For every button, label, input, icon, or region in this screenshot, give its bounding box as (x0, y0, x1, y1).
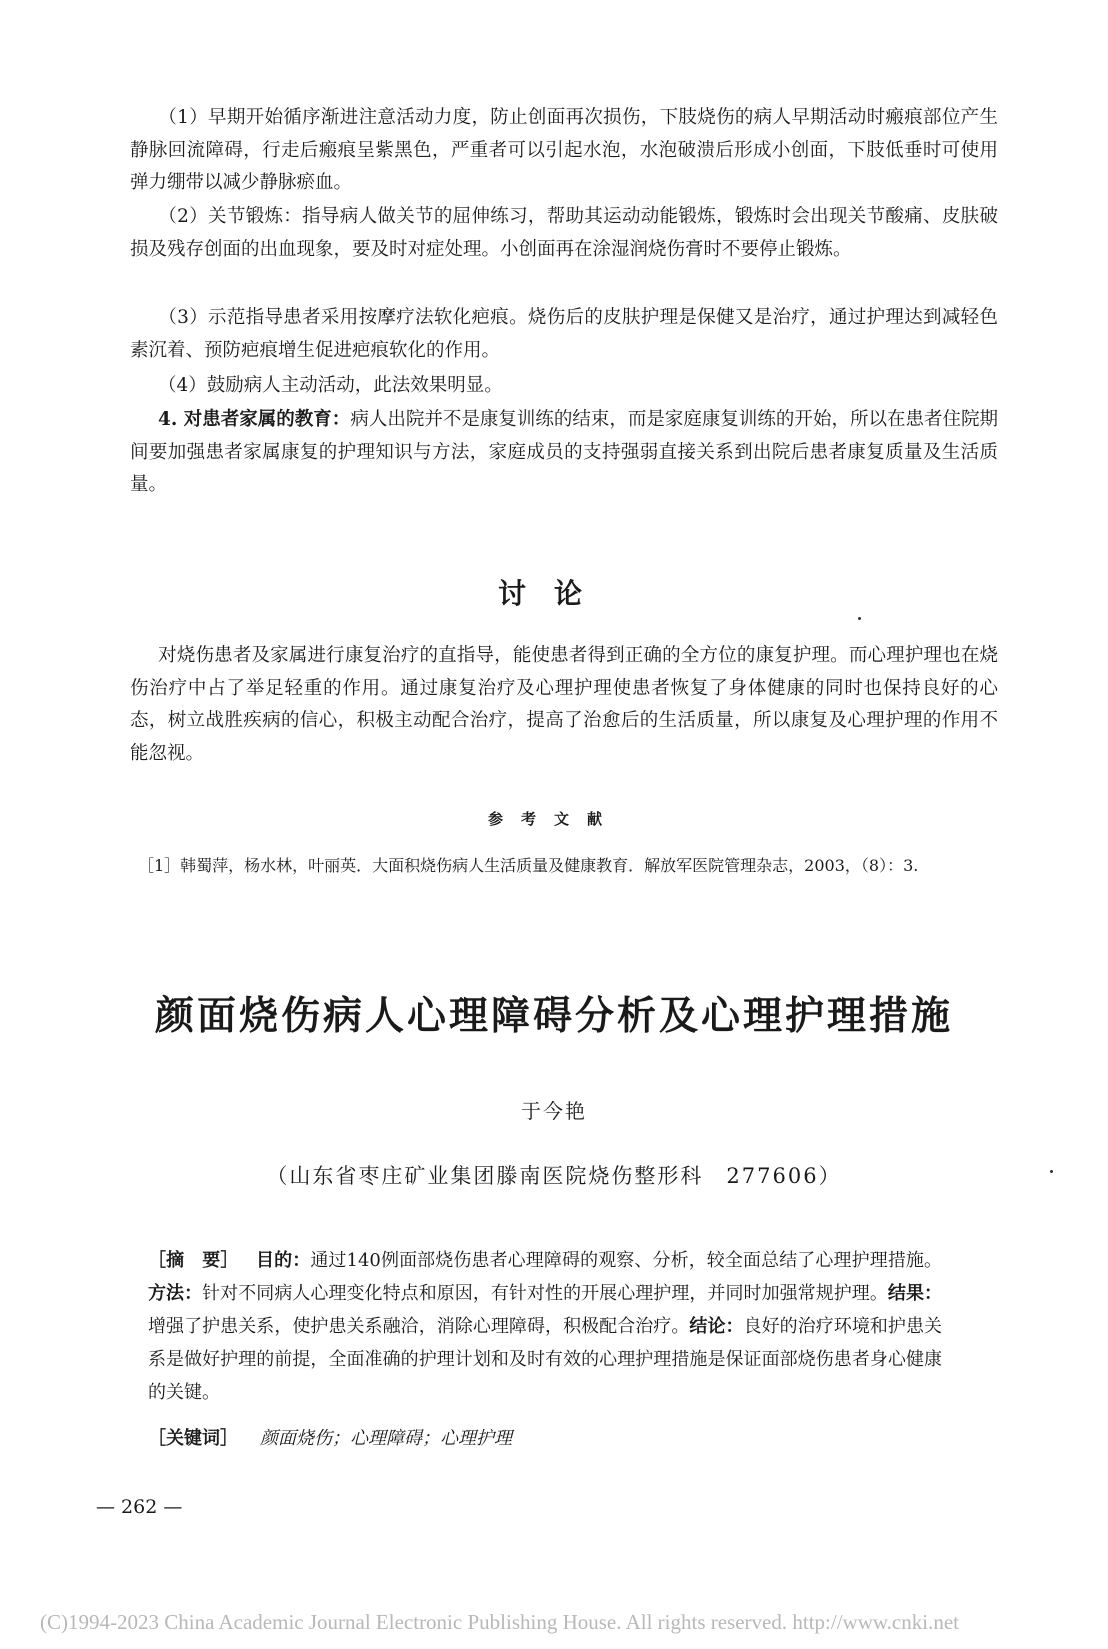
abstract-method-label: 方法： (148, 1283, 203, 1304)
paragraph-1-text: （1）早期开始循序渐进注意活动力度，防止创面再次损伤，下肢烧伤的病人早期活动时瘢痕部位产生静脉回流障碍，行走后瘢痕呈紫黑色，严重者可以引起水泡，水泡破溃后形成小创面，下肢低垂时可使用弹力绷带以减少静脉瘀血。 (130, 107, 998, 193)
keywords-text: 颜面烧伤；心理障碍；心理护理 (260, 1428, 512, 1449)
paragraph-2-text: （2）关节锻炼：指导病人做关节的屈伸练习，帮助其运动动能锻炼，锻炼时会出现关节酸痛、皮肤破损及残存创面的出血现象，要及时对症处理。小创面再在涂湿润烧伤膏时不要停止锻炼。 (130, 206, 998, 260)
discussion-heading: 讨论 (497, 577, 610, 610)
abstract-method: 针对不同病人心理变化特点和原因，有针对性的开展心理护理，并同时加强常规护理。 (202, 1283, 888, 1304)
abstract-conclusion: 良好的治疗环境和护患关系是做好护理的前提，全面准确的护理计划和及时有效的心理护理措施是保证面部烧伤患者身心健康的关键。 (148, 1316, 943, 1403)
paragraph-3-text: （3）示范指导患者采用按摩疗法软化疤痕。烧伤后的皮肤护理是保健又是治疗，通过护理达到减轻色素沉着、预防疤痕增生促进疤痕软化的作用。 (130, 307, 998, 361)
page-number: — 262 — (96, 1496, 183, 1518)
paragraph-3 (130, 302, 998, 367)
article-author: 于今艳 (521, 1099, 587, 1123)
abstract-result: 增强了护患关系，使护患关系融洽，消除心理障碍，积极配合治疗。 (148, 1316, 690, 1337)
scan-speck (858, 617, 861, 620)
article-title: 颜面烧伤病人心理障碍分析及心理护理措施 (154, 994, 953, 1039)
paragraph-5-lead: 4. 对患者家属的教育： (158, 409, 351, 430)
abstract-conclusion-label: 结论： (689, 1316, 744, 1337)
copyright-footer: (C)1994-2023 China Academic Journal Electronic Publishing House. All rights reserved. http://www.cnki.net (40, 1610, 959, 1634)
paragraph-5-text: 病人出院并不是康复训练的结束，而是家庭康复训练的开始，所以在患者住院期间要加强患者家属康复的护理知识与方法，家庭成员的支持强弱直接关系到出院后患者康复质量及生活质量。 (130, 409, 998, 495)
scan-speck (1050, 1170, 1053, 1173)
abstract-tag: ［摘 要］ (148, 1250, 239, 1271)
reference-item: ［1］韩蜀萍，杨水林，叶丽英．大面积烧伤病人生活质量及健康教育．解放军医院管理杂志，2003，（8）：3. (138, 856, 919, 875)
keywords (148, 1422, 512, 1455)
paragraph-4 (130, 370, 998, 403)
article-affiliation: （山东省枣庄矿业集团滕南医院烧伤整形科 277606） (266, 1164, 842, 1188)
paragraph-1 (130, 102, 998, 200)
paragraph-2 (130, 201, 998, 266)
keywords-tag: ［关键词］ (148, 1428, 238, 1449)
discussion-paragraph (130, 640, 998, 770)
discussion-text: 对烧伤患者及家属进行康复治疗的直指导，能使患者得到正确的全方位的康复护理。而心理护理也在烧伤治疗中占了举足轻重的作用。通过康复治疗及心理护理使患者恢复了身体健康的同时也保持良好的心态，树立战胜疾病的信心，积极主动配合治疗，提高了治愈后的生活质量，所以康复及心理护理的作用不能忽视。 (130, 645, 998, 764)
abstract-purpose-label: 目的： (256, 1250, 311, 1271)
abstract-purpose: 通过140例面部烧伤患者心理障碍的观察、分析，较全面总结了心理护理措施。 (310, 1250, 943, 1271)
references-heading: 参考文献 (487, 810, 620, 828)
abstract (148, 1244, 942, 1409)
abstract-result-label: 结果： (887, 1283, 942, 1304)
paragraph-5 (130, 404, 998, 502)
paragraph-4-text: （4）鼓励病人主动活动，此法效果明显。 (158, 375, 503, 396)
